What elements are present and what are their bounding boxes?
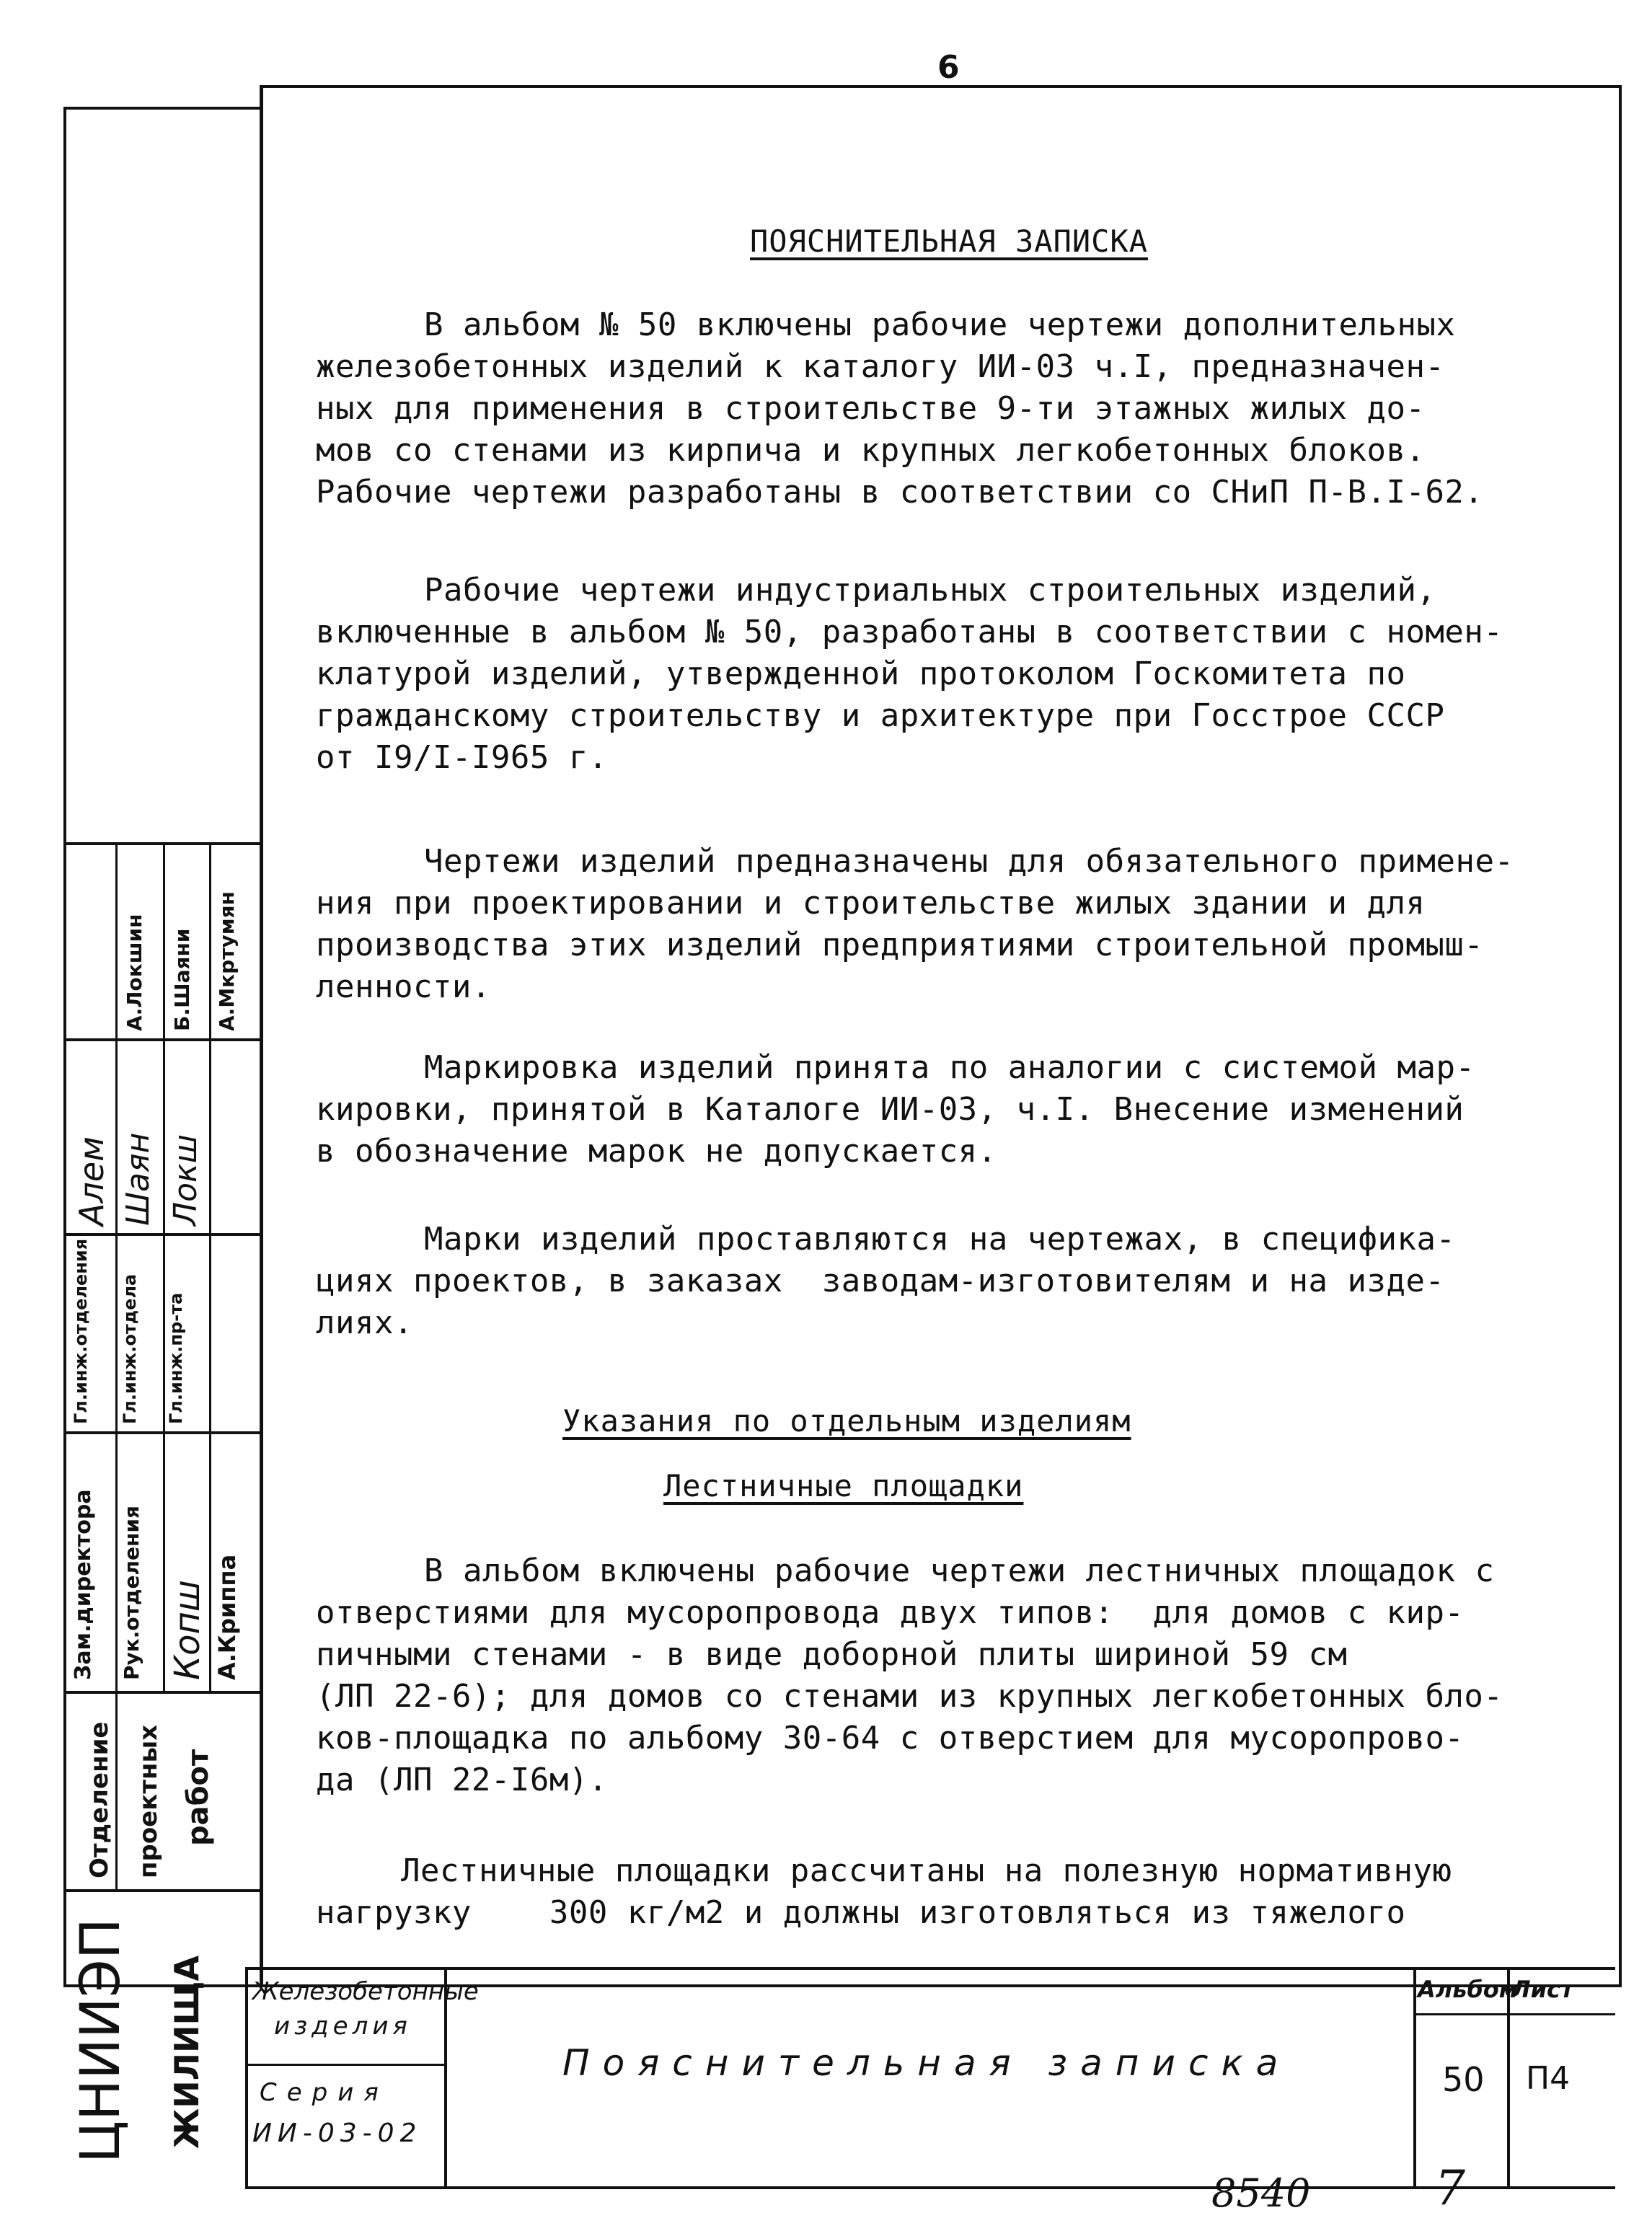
page-number: 6 [937,49,960,86]
text-line: включенные в альбом № 50, разработаны в соответствии с номен- [316,614,1503,650]
text-line: Рабочие чертежи разработаны в соответствии со СНиП П-В.I-62. [316,474,1484,511]
sheet-number: П4 [1526,2060,1571,2097]
organization-name: ЦНИИЭП [68,1917,132,2163]
text-line: Маркировка изделий принята по аналогии с системой мар- [424,1049,1475,1086]
organization-name: ЖИЛИЩА [167,1955,206,2149]
paragraph-4 [316,1047,1571,1172]
sheet-title: Пояснительная записка [562,2042,1291,2084]
archive-number: 8540 [1211,2170,1311,2216]
text-line: Чертежи изделий предназначены для обязательного примене- [424,843,1514,880]
text-line: В альбом № 50 включены рабочие чертежи дополнительных [424,306,1456,343]
text-line: пичными стенами - в виде доборной плиты шириной 59 см [316,1636,1348,1673]
text-line: от I9/I-I965 г. [316,739,608,776]
text-line: нагрузку 300 кг/м2 и должны изготовляться из тяжелого [316,1894,1406,1931]
text-line: гражданскому строительству и архитектуре при Госстрое СССР [316,697,1445,734]
text-line: (ЛП 22-6); для домов со стенами из крупных легкобетонных бло- [316,1678,1503,1715]
footer-page-number: 7 [1435,2160,1465,2216]
text-line: Лестничные площадки рассчитаны на полезную нормативную [401,1852,1452,1889]
department-label: проектных [134,1724,163,1878]
text-line: производства этих изделий предприятиями строительной промыш- [316,927,1484,963]
text-line: в обозначение марок не допускается. [316,1133,997,1170]
role-deputy-director: Зам.директора [71,1489,96,1680]
product-type: изделия [274,2012,412,2041]
name-mkrtumyan: А.Мкртумян [215,891,239,1031]
text-line: Рабочие чертежи индустриальных строительных изделий, [424,572,1436,609]
text-line: ных для применения в строительстве 9-ти этажных жилых до- [316,390,1426,427]
section-heading: Указания по отдельным изделиям [562,1403,1131,1439]
subsection-heading: Лестничные площадки [663,1468,1024,1503]
album-number: 50 [1442,2060,1485,2099]
series-label: Серия [260,2078,389,2107]
signature: Алем [72,1136,111,1226]
paragraph-1 [316,304,1571,513]
signature: Шаян [120,1132,156,1226]
department-label: Отделение [85,1721,114,1878]
text-line: кировки, принятой в Каталоге ИИ-03, ч.I. Внесение изменений [316,1091,1465,1128]
paragraph-5 [316,1219,1571,1344]
text-line: ков-площадка по альбому 30-64 с отверстием для мусоропрово- [316,1720,1465,1757]
role-section-chief-engineer: Гл.инж.отдела [120,1273,140,1424]
text-line: лиях. [316,1304,413,1341]
page-title: ПОЯСНИТЕЛЬНАЯ ЗАПИСКА [750,224,1149,259]
text-line: циях проектов, в заказах заводам-изготовителям и на изде- [316,1263,1445,1299]
text-line: мов со стенами из кирпича и крупных легкобетонных блоков. [316,432,1426,469]
role-project-chief-engineer: Гл.инж.пр-та [166,1292,186,1424]
text-line: клатурой изделий, утвержденной протоколом Госкомитета по [316,655,1406,692]
paragraph-7 [316,1850,1571,1934]
text-line: отверстиями для мусоропровода двух типов: для домов с кир- [316,1594,1465,1631]
paragraph-3 [316,841,1571,1008]
name-shayani: Б.Шаяни [170,928,194,1031]
department-label: работ [182,1749,215,1846]
role-dept-chief-engineer: Гл.инж.отделения [71,1238,91,1424]
product-type: Железобетонные [252,1977,479,2006]
sheet-label: Лист [1511,1976,1574,2003]
text-line: В альбом включены рабочие чертежи лестничных площадок с [424,1552,1495,1589]
text-line: железобетонных изделий к каталогу ИИ-03 ч.I, предназначен- [316,348,1445,385]
album-label: Альбом [1418,1976,1518,2003]
text-line: да (ЛП 22-I6м). [316,1762,608,1798]
text-line: Марки изделий проставляются на чертежах, в специфика- [424,1221,1456,1258]
signature: Копш [167,1580,208,1680]
paragraph-2 [316,570,1571,779]
series-value: ИИ-03-02 [252,2119,423,2148]
title-block [245,1967,1615,2189]
name-krippa: А.Криппа [213,1554,241,1680]
paragraph-6 [316,1550,1571,1801]
name-lokshin: А.Локшин [123,914,146,1031]
signature: Локш [167,1134,204,1226]
role-dept-head: Рук.отделения [120,1506,143,1680]
text-line: ния при проектировании и строительстве жилых здании и для [316,885,1426,922]
text-line: ленности. [316,968,491,1005]
